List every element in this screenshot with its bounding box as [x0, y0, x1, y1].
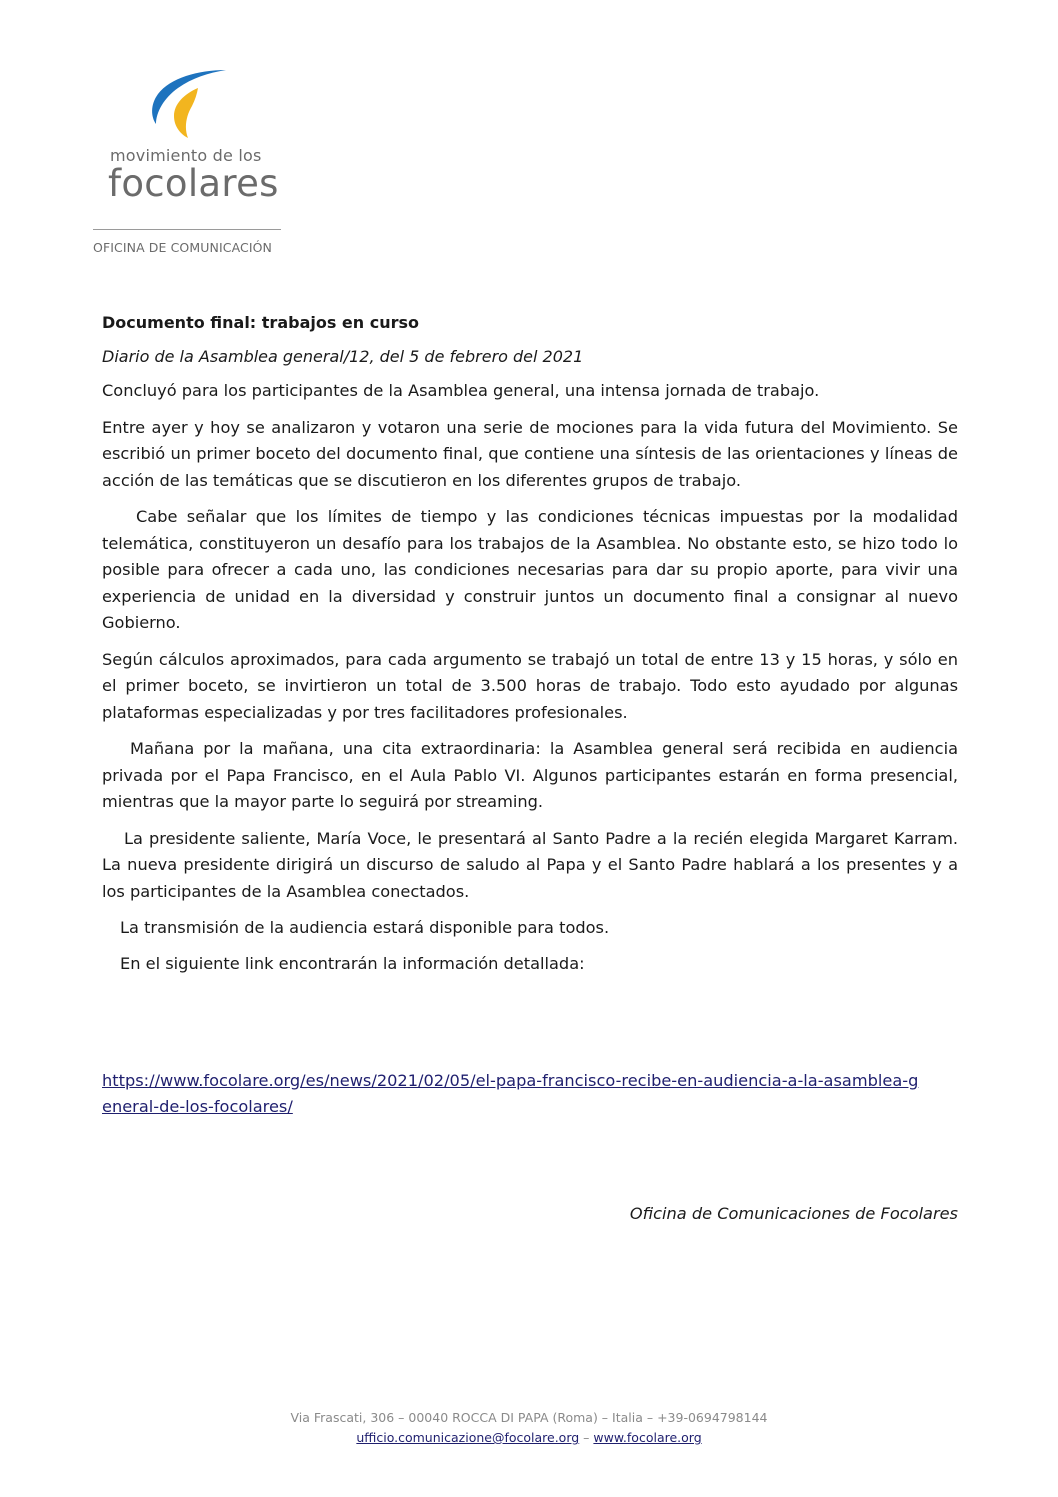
paragraph: Cabe señalar que los límites de tiempo y las condiciones técnicas impuestas por la modalidad telemática, constituyeron un desafío para los trabajos de la Asamblea. No obstante esto, se hizo todo lo posible para ofrecer a cada uno, las condiciones necesarias para dar su propio aporte, para vivir una experiencia de unidad en la diversidad y construir juntos un documento final a consignar al nuevo Gobierno.	[102, 507, 958, 632]
footer-separator: –	[583, 1430, 594, 1445]
header-divider	[93, 229, 281, 230]
paragraph: Según cálculos aproximados, para cada argumento se trabajó un total de entre 13 y 15 horas, y sólo en el primer boceto, se invirtieron un total de 3.500 horas de trabajo. Todo esto ayudado por algunas plataformas especializadas y por tres facilitadores profesionales.	[102, 649, 958, 722]
footer-contacts	[0, 1428, 1058, 1448]
signature: Oficina de Comunicaciones de Focolares	[629, 1204, 958, 1223]
paragraph: Entre ayer y hoy se analizaron y votaron una serie de mociones para la vida futura del Movimiento. Se escribió un primer boceto del documento final, que contiene una síntesis de las orientaciones y líneas de acción de las temáticas que se discutieron en los diferentes grupos de trabajo.	[102, 417, 958, 490]
footer-address: Via Frascati, 306 – 00040 ROCCA DI PAPA (Roma) – Italia – +39-0694798144	[290, 1410, 768, 1425]
paragraph: Concluyó para los participantes de la Asamblea general, una intensa jornada de trabajo.	[102, 381, 820, 400]
paragraph: Mañana por la mañana, una cita extraordinaria: la Asamblea general será recibida en audiencia privada por el Papa Francisco, en el Aula Pablo VI. Algunos participantes estarán en forma presencial, mientras que la mayor parte lo seguirá por streaming.	[102, 739, 958, 811]
office-label: OFICINA DE COMUNICACIÓN	[93, 240, 273, 255]
paragraph: En el siguiente link encontrarán la información detallada:	[120, 954, 585, 973]
focolare-flame-icon	[148, 68, 228, 140]
footer-email-link[interactable]: ufficio.comunicazione@focolare.org	[356, 1430, 580, 1445]
paragraph: La presidente saliente, María Voce, le presentará al Santo Padre a la recién elegida Margaret Karram. La nueva presidente dirigirá un discurso de saludo al Papa y el Santo Padre hablará a los presentes y a los participantes de la Asamblea conectados.	[102, 828, 958, 901]
focolare-logo	[108, 68, 278, 208]
footer-website-link[interactable]: www.focolare.org	[593, 1430, 702, 1445]
document-body	[102, 312, 958, 987]
news-link[interactable]: https://www.focolare.org/es/news/2021/02/05/el-papa-francisco-recibe-en-audiencia-a-la-asamblea-general-de-los-focolares/	[102, 1071, 919, 1116]
page-footer	[0, 1408, 1058, 1448]
document-title: Documento final: trabajos en curso	[102, 313, 420, 332]
paragraph: La transmisión de la audiencia estará disponible para todos.	[120, 918, 610, 937]
logo-wordmark: focolares	[108, 162, 279, 205]
logo-tagline: movimiento de los	[110, 146, 262, 165]
document-subtitle: Diario de la Asamblea general/12, del 5 de febrero del 2021	[102, 347, 584, 366]
